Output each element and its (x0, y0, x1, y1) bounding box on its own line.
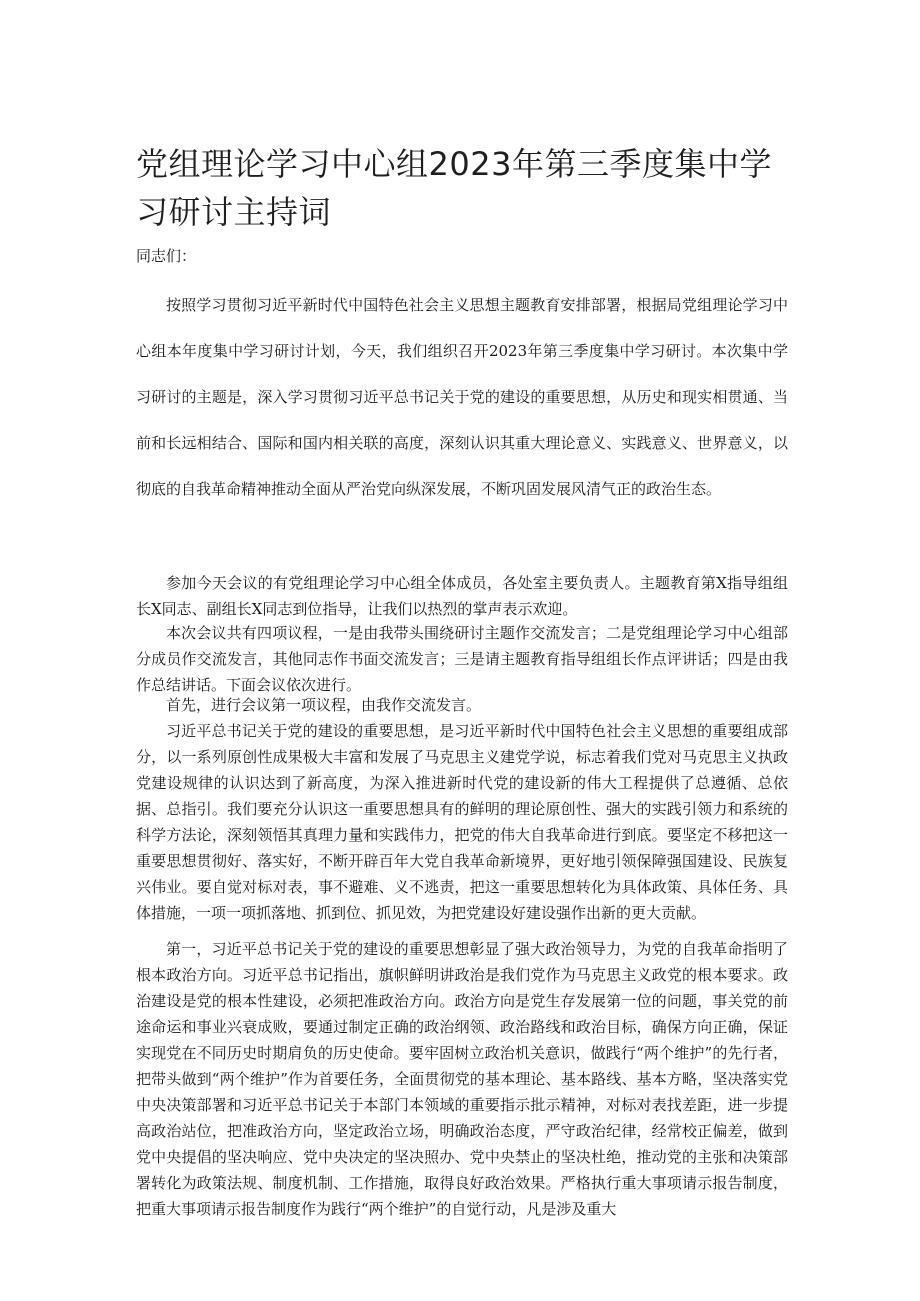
salutation: 同志们： (136, 247, 197, 265)
paragraph-attendees: 参加今天会议的有党组理论学习中心组全体成员，各处室主要负责人。主题教育第X指导组组长X同志、副组长X同志到位指导，让我们以热烈的掌声表示欢迎。 (136, 574, 788, 618)
paragraph-point-one: 第一，习近平总书记关于党的建设的重要思想彰显了强大政治领导力，为党的自我革命指明了根本政治方向。习近平总书记指出，旗帜鲜明讲政治是我们党作为马克思主义政党的根本要求。政治建设是党的根本性建设，必须把准政治方向。政治方向是党生存发展第一位的问题，事关党的前途命运和事业兴衰成败，要通过制定正确的政治纲领、政治路线和政治目标，确保方向正确，保证实现党在不同历史时期肩负的历史使命。要牢固树立政治机关意识，做践行“两个维护”的先行者，把带头做到“两个维护”作为首要任务，全面贯彻党的基本理论、基本路线、基本方略，坚决落实党中央决策部署和习近平总书记关于本部门本领域的重要指示批示精神，对标对表找差距，进一步提高政治站位，把准政治方向，坚定政治立场，明确政治态度，严守政治纪律，经常校正偏差，做到党中央提倡的坚决响应、党中央决定的坚决照办、党中央禁止的坚决杜绝，推动党的主张和决策部署转化为政策法规、制度机制、工作措施，取得良好政治效果。严格执行重大事项请示报告制度，把重大事项请示报告制度作为践行“两个维护”的自觉行动，凡是涉及重大 (136, 940, 788, 1218)
paragraph-agenda: 本次会议共有四项议程，一是由我带头围绕研讨主题作交流发言；二是党组理论学习中心组部分成员作交流发言，其他同志作书面交流发言；三是请主题教育指导组组长作点评讲话；四是由我作总结讲话。下面会议依次进行。 (136, 624, 788, 694)
document-title: 党组理论学习中心组2023年第三季度集中学习研讨主持词 (136, 145, 772, 231)
paragraph-thought-overview: 习近平总书记关于党的建设的重要思想，是习近平新时代中国特色社会主义思想的重要组成部分，以一系列原创性成果极大丰富和发展了马克思主义建党学说，标志着我们党对马克思主义执政党建设规律的认识达到了新高度，为深入推进新时代党的建设新的伟大工程提供了总遵循、总依据、总指引。我们要充分认识这一重要思想具有的鲜明的理论原创性、强大的实践引领力和系统的科学方法论，深刻领悟其真理力量和实践伟力，把党的伟大自我革命进行到底。要坚定不移把这一重要思想贯彻好、落实好，不断开辟百年大党自我革命新境界，更好地引领保障强国建设、民族复兴伟业。要自觉对标对表，事不避难、义不逃责，把这一重要思想转化为具体政策、具体任务、具体措施，一项一项抓落地、抓到位、抓见效，为把党建设好建设强作出新的更大贡献。 (136, 722, 788, 922)
paragraph-first-item: 首先，进行会议第一项议程，由我作交流发言。 (166, 696, 482, 714)
paragraph-intro: 按照学习贯彻习近平新时代中国特色社会主义思想主题教育安排部署，根据局党组理论学习中心组本年度集中学习研讨计划，今天，我们组织召开2023年第三季度集中学习研讨。本次集中学习研讨的主题是，深入学习贯彻习近平总书记关于党的建设的重要思想，从历史和现实相贯通、当前和长远相结合、国际和国内相关联的高度，深刻认识其重大理论意义、实践意义、世界意义，以彻底的自我革命精神推动全面从严治党向纵深发展，不断巩固发展风清气正的政治生态。 (136, 296, 788, 498)
